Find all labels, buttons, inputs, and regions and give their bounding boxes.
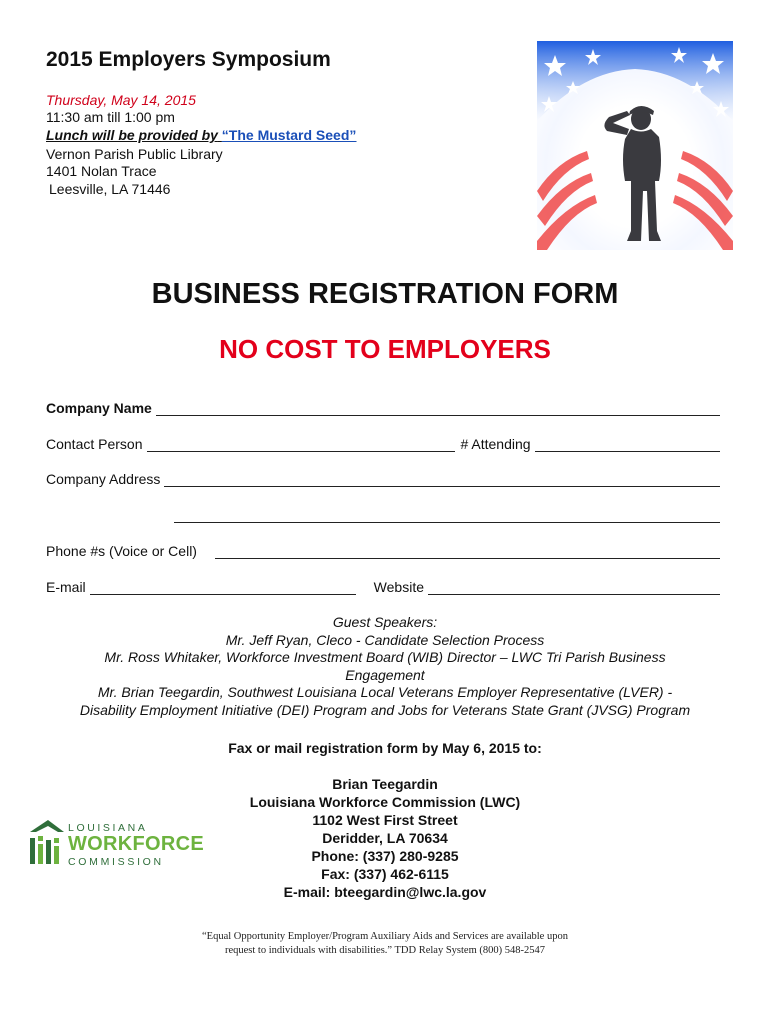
venue-city: Leesville, LA 71446 <box>49 181 171 197</box>
contact-street: 1102 West First Street <box>312 812 458 828</box>
eeo-statement <box>150 930 620 958</box>
lunch-prefix: Lunch will be provided by <box>46 127 218 143</box>
logo-line2: WORKFORCE <box>68 833 205 855</box>
contact-person-field[interactable] <box>147 437 455 452</box>
company-address-label: Company Address <box>46 471 161 487</box>
event-date: Thursday, May 14, 2015 <box>46 92 196 108</box>
company-address-field[interactable] <box>164 472 720 487</box>
company-address-line2-row <box>174 508 720 523</box>
eeo-line: “Equal Opportunity Employer/Program Auxiliary Aids and Services are available upon <box>202 931 568 942</box>
lwc-logo <box>28 818 205 870</box>
submission-address <box>200 775 570 901</box>
speaker-line: Mr. Brian Teegardin, Southwest Louisiana Local Veterans Employer Representative (LVER) - <box>97 684 673 701</box>
lunch-info <box>46 127 356 143</box>
speakers-heading: Guest Speakers: <box>332 614 438 630</box>
form-subtitle: NO COST TO EMPLOYERS <box>219 334 551 364</box>
guest-speakers <box>40 614 730 720</box>
contact-fax: Fax: (337) 462-6115 <box>321 866 449 882</box>
speaker-line: Disability Employment Initiative (DEI) Program and Jobs for Veterans State Grant (JVSG) Program <box>79 701 691 718</box>
event-time: 11:30 am till 1:00 pm <box>46 109 175 125</box>
lwc-logo-mark-icon <box>28 818 66 868</box>
event-title: 2015 Employers Symposium <box>46 48 331 71</box>
contact-row <box>46 436 720 452</box>
speaker-line: Mr. Jeff Ryan, Cleco - Candidate Selection Process <box>225 631 545 648</box>
phone-label: Phone #s (Voice or Cell) <box>46 543 197 559</box>
company-address-row <box>46 471 720 487</box>
contact-email: E-mail: bteegardin@lwc.la.gov <box>283 884 487 900</box>
phone-field[interactable] <box>215 544 720 559</box>
email-field[interactable] <box>90 580 356 595</box>
attending-label: # Attending <box>460 436 531 452</box>
contact-phone: Phone: (337) 280-9285 <box>311 848 459 864</box>
phone-row <box>46 543 720 559</box>
speaker-line: Mr. Ross Whitaker, Workforce Investment Board (WIB) Director – LWC Tri Parish Business <box>104 649 666 666</box>
contact-org: Louisiana Workforce Commission (LWC) <box>249 794 521 810</box>
lunch-provider-link[interactable]: “The Mustard Seed” <box>221 127 357 143</box>
contact-name: Brian Teegardin <box>332 776 438 792</box>
company-name-field[interactable] <box>156 401 720 416</box>
saluting-soldier-image <box>537 41 733 250</box>
logo-line3: COMMISSION <box>68 856 164 868</box>
website-field[interactable] <box>428 580 720 595</box>
company-address-line2-field[interactable] <box>174 508 720 523</box>
company-name-row <box>46 400 720 416</box>
form-title: BUSINESS REGISTRATION FORM <box>151 278 619 310</box>
logo-line1: LOUISIANA <box>68 822 148 834</box>
attending-field[interactable] <box>535 437 720 452</box>
contact-city: Deridder, LA 70634 <box>322 830 448 846</box>
contact-person-label: Contact Person <box>46 436 143 452</box>
speaker-line: Engagement <box>345 666 425 683</box>
company-name-label: Company Name <box>46 400 152 416</box>
submission-instruction: Fax or mail registration form by May 6, 2015 to: <box>228 740 542 756</box>
email-website-row <box>46 579 720 595</box>
eeo-line: request to individuals with disabilities.” TDD Relay System (800) 548-2547 <box>224 945 546 956</box>
email-label: E-mail <box>46 579 86 595</box>
venue-name: Vernon Parish Public Library <box>46 146 223 162</box>
website-label: Website <box>373 579 424 595</box>
venue-street: 1401 Nolan Trace <box>46 163 157 179</box>
